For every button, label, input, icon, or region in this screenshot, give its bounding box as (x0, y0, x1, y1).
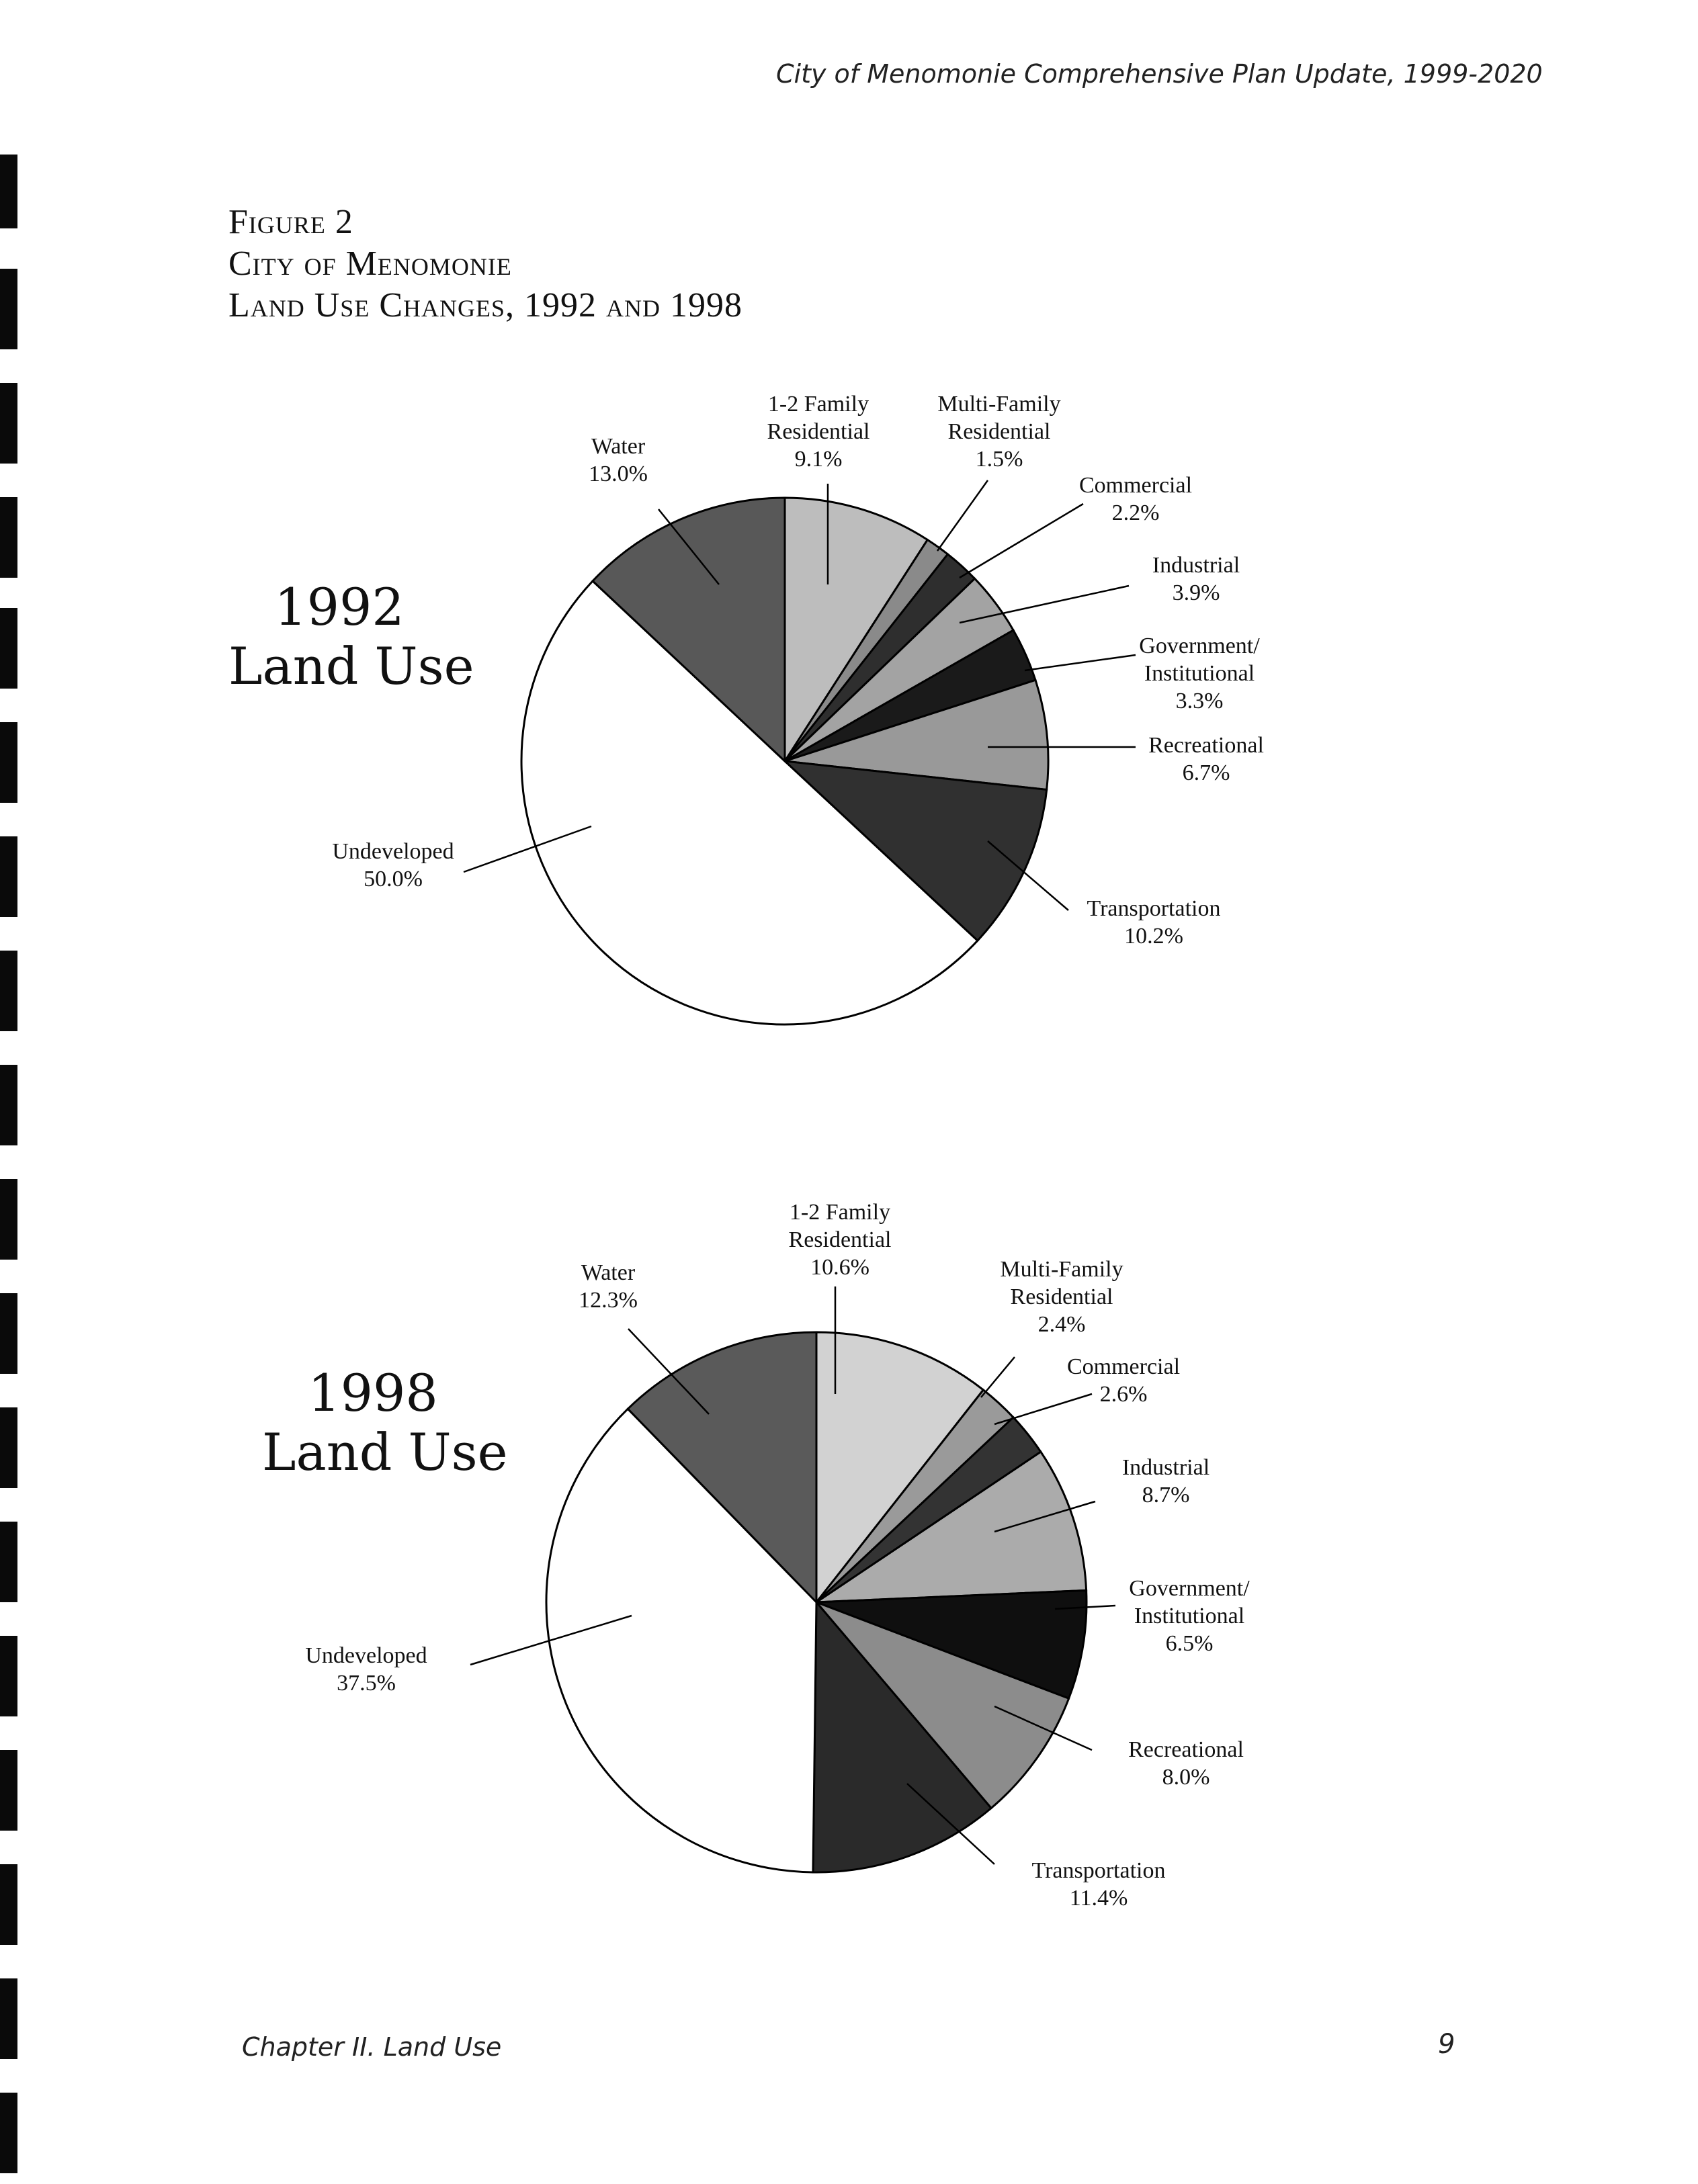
slice-label-1992-8: Water (591, 434, 646, 459)
slice-value-label-1992-2: 2.2% (1111, 500, 1160, 525)
slice-label-1998-8: Water (581, 1260, 636, 1285)
slice-label-1998-5: Recreational (1128, 1737, 1244, 1762)
slice-value-label-1992-7: 50.0% (364, 867, 423, 891)
slice-label-1992-6: Transportation (1087, 896, 1221, 921)
pie-1992 (332, 392, 1264, 1024)
slice-value-label-1998-3: 8.7% (1142, 1483, 1190, 1508)
slice-label-1992-4: Government/ (1139, 634, 1260, 658)
leader-line-1998-2 (994, 1394, 1092, 1424)
chart-1992-year: 1992 (274, 577, 405, 637)
slice-label-1998-0: 1-2 Family (789, 1200, 891, 1225)
slice-label-1998-3: Industrial (1121, 1455, 1210, 1480)
slice-value-label-1998-8: 12.3% (579, 1288, 638, 1313)
slice-value-label-1998-2: 2.6% (1099, 1382, 1148, 1407)
chart-1992-subtitle: Land Use (228, 636, 474, 696)
slice-value-label-1998-6: 11.4% (1069, 1886, 1128, 1911)
pie-1998 (305, 1200, 1250, 1911)
page-number: 9 (1438, 2029, 1455, 2060)
slice-label-1998-4: Institutional (1134, 1604, 1245, 1628)
slice-value-label-1998-7: 37.5% (337, 1671, 396, 1696)
slice-label-1998-1: Multi-Family (1000, 1257, 1123, 1282)
slice-label-1992-5: Recreational (1148, 733, 1264, 758)
slice-value-label-1992-1: 1.5% (975, 447, 1023, 472)
slice-label-1998-6: Transportation (1031, 1858, 1166, 1883)
slice-value-label-1992-5: 6.7% (1182, 760, 1230, 785)
slice-label-1992-4: Institutional (1144, 661, 1255, 686)
slice-value-label-1992-0: 9.1% (794, 447, 843, 472)
slice-label-1992-3: Industrial (1152, 553, 1240, 578)
slice-value-label-1998-5: 8.0% (1162, 1765, 1210, 1790)
leader-line-1992-2 (960, 504, 1083, 578)
slice-label-1998-0: Residential (788, 1227, 892, 1252)
slice-label-1998-2: Commercial (1066, 1354, 1181, 1379)
leader-line-1992-4 (1025, 655, 1136, 670)
footer-chapter: Chapter II. Land Use (242, 2032, 502, 2062)
slice-value-label-1998-1: 2.4% (1037, 1312, 1086, 1337)
slice-value-label-1998-4: 6.5% (1165, 1631, 1214, 1656)
slice-value-label-1992-4: 3.3% (1175, 689, 1224, 713)
slice-label-1992-2: Commercial (1078, 473, 1193, 498)
slice-label-1992-7: Undeveloped (332, 839, 454, 864)
slice-value-label-1992-3: 3.9% (1172, 580, 1220, 605)
slice-label-1992-0: 1-2 Family (767, 392, 869, 417)
slice-label-1998-1: Residential (1010, 1284, 1113, 1309)
slice-value-label-1992-8: 13.0% (589, 462, 648, 486)
chart-1998-subtitle: Land Use (262, 1422, 508, 1482)
slice-value-label-1998-0: 10.6% (810, 1255, 869, 1280)
figure-number: Figure 2 (228, 203, 353, 241)
slice-label-1998-4: Government/ (1129, 1576, 1250, 1601)
figure-city: City of Menomonie (228, 245, 512, 283)
chart-1998-year: 1998 (308, 1363, 438, 1423)
leader-line-1998-1 (981, 1357, 1015, 1397)
figure-subject: Land Use Changes, 1992 and 1998 (228, 286, 743, 324)
leader-line-1992-1 (937, 480, 988, 551)
slice-value-label-1992-6: 10.2% (1124, 924, 1183, 949)
slice-label-1992-1: Residential (947, 419, 1051, 444)
slice-label-1998-7: Undeveloped (305, 1643, 427, 1668)
running-header: City of Menomonie Comprehensive Plan Update, 1999-2020 (776, 59, 1543, 89)
slice-label-1992-0: Residential (767, 419, 870, 444)
slice-label-1992-1: Multi-Family (937, 392, 1061, 417)
